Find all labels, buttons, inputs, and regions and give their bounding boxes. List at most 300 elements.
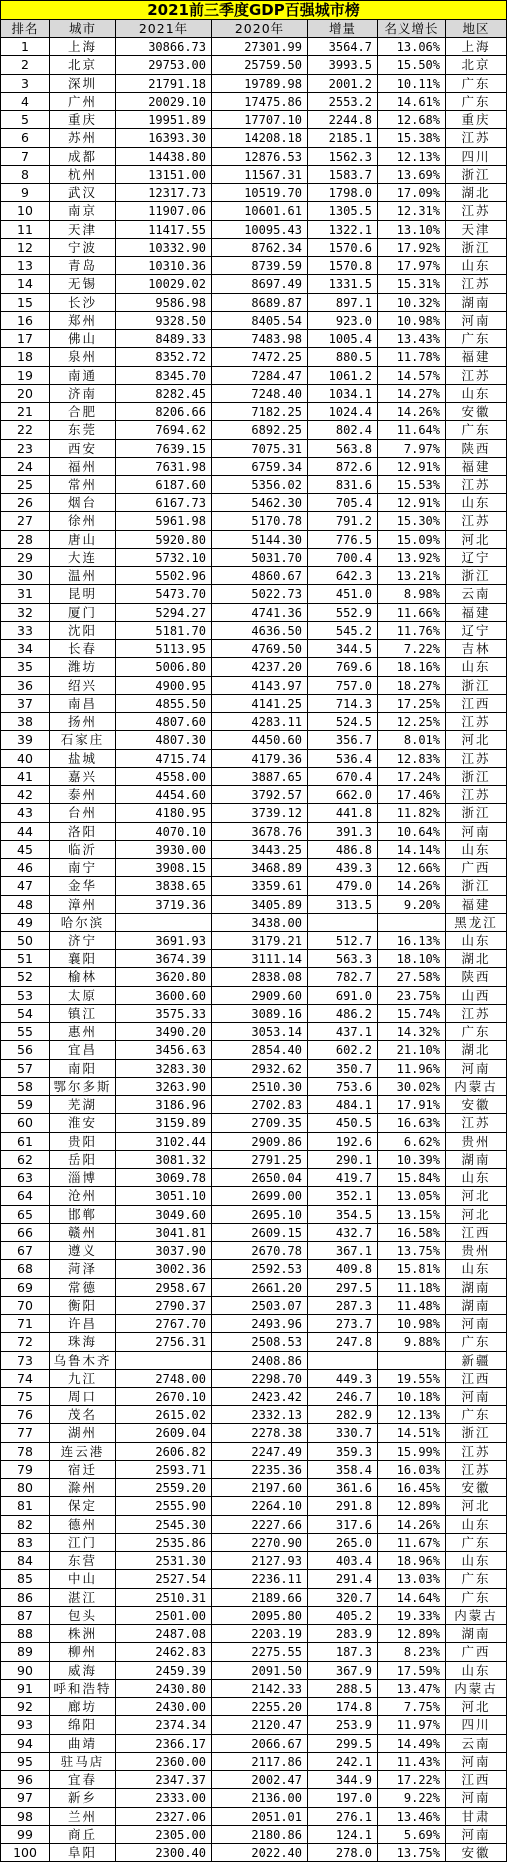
gdp-2021-cell[interactable]: 3674.39 — [116, 950, 212, 968]
gdp-2021-cell[interactable]: 2545.30 — [116, 1516, 212, 1534]
gdp-2021-cell[interactable]: 5294.27 — [116, 604, 212, 622]
gdp-2021-cell[interactable]: 16393.30 — [116, 129, 212, 147]
growth-cell[interactable]: 17.59% — [378, 1662, 446, 1680]
gdp-2021-cell[interactable]: 4855.50 — [116, 695, 212, 713]
city-cell[interactable]: 镇江 — [50, 1005, 116, 1023]
gdp-2021-cell[interactable] — [116, 1352, 212, 1370]
increase-cell[interactable]: 714.3 — [308, 695, 378, 713]
growth-cell[interactable]: 8.23% — [378, 1643, 446, 1661]
rank-cell[interactable]: 51 — [0, 950, 50, 968]
growth-cell[interactable] — [378, 914, 446, 932]
increase-cell[interactable]: 1034.1 — [308, 385, 378, 403]
gdp-2021-cell[interactable]: 2305.00 — [116, 1826, 212, 1844]
rank-cell[interactable]: 3 — [0, 75, 50, 93]
gdp-2020-cell[interactable]: 2508.53 — [212, 1333, 308, 1351]
gdp-2020-cell[interactable]: 6759.34 — [212, 458, 308, 476]
gdp-2021-cell[interactable]: 2366.17 — [116, 1735, 212, 1753]
city-cell[interactable]: 保定 — [50, 1497, 116, 1515]
increase-cell[interactable]: 354.5 — [308, 1206, 378, 1224]
increase-cell[interactable]: 187.3 — [308, 1643, 378, 1661]
city-cell[interactable]: 沈阳 — [50, 622, 116, 640]
gdp-2020-cell[interactable]: 2127.93 — [212, 1552, 308, 1570]
region-cell[interactable]: 江苏 — [446, 713, 507, 731]
gdp-2020-cell[interactable]: 3678.76 — [212, 823, 308, 841]
gdp-2021-cell[interactable]: 3930.00 — [116, 841, 212, 859]
city-cell[interactable]: 曲靖 — [50, 1735, 116, 1753]
city-cell[interactable]: 温州 — [50, 567, 116, 585]
growth-cell[interactable]: 18.96% — [378, 1552, 446, 1570]
city-cell[interactable]: 许昌 — [50, 1315, 116, 1333]
region-cell[interactable]: 广东 — [446, 1023, 507, 1041]
increase-cell[interactable]: 278.0 — [308, 1844, 378, 1862]
gdp-2021-cell[interactable]: 4070.10 — [116, 823, 212, 841]
city-cell[interactable]: 徐州 — [50, 512, 116, 530]
gdp-2020-cell[interactable]: 7182.25 — [212, 403, 308, 421]
region-cell[interactable]: 江苏 — [446, 750, 507, 768]
growth-cell[interactable]: 9.22% — [378, 1789, 446, 1807]
region-cell[interactable]: 河南 — [446, 1789, 507, 1807]
gdp-2021-cell[interactable]: 2593.71 — [116, 1461, 212, 1479]
increase-cell[interactable]: 297.5 — [308, 1279, 378, 1297]
growth-cell[interactable]: 14.26% — [378, 403, 446, 421]
city-cell[interactable]: 赣州 — [50, 1224, 116, 1242]
growth-cell[interactable]: 15.50% — [378, 56, 446, 74]
rank-cell[interactable]: 4 — [0, 93, 50, 111]
growth-cell[interactable]: 10.32% — [378, 294, 446, 312]
region-cell[interactable]: 黑龙江 — [446, 914, 507, 932]
city-cell[interactable]: 厦门 — [50, 604, 116, 622]
city-cell[interactable]: 淮安 — [50, 1114, 116, 1132]
city-cell[interactable]: 郑州 — [50, 312, 116, 330]
city-cell[interactable]: 湛江 — [50, 1589, 116, 1607]
city-cell[interactable]: 绍兴 — [50, 677, 116, 695]
growth-cell[interactable]: 14.26% — [378, 1516, 446, 1534]
region-cell[interactable]: 江苏 — [446, 786, 507, 804]
region-cell[interactable]: 贵州 — [446, 1133, 507, 1151]
gdp-2021-cell[interactable]: 14438.80 — [116, 148, 212, 166]
region-cell[interactable]: 新疆 — [446, 1352, 507, 1370]
gdp-2021-cell[interactable]: 3691.93 — [116, 932, 212, 950]
gdp-2021-cell[interactable]: 4715.74 — [116, 750, 212, 768]
growth-cell[interactable]: 10.98% — [378, 312, 446, 330]
gdp-2021-cell[interactable]: 9586.98 — [116, 294, 212, 312]
increase-cell[interactable]: 524.5 — [308, 713, 378, 731]
gdp-2020-cell[interactable]: 2051.01 — [212, 1808, 308, 1826]
rank-cell[interactable]: 68 — [0, 1260, 50, 1278]
growth-cell[interactable]: 16.13% — [378, 932, 446, 950]
gdp-2020-cell[interactable]: 2699.00 — [212, 1187, 308, 1205]
increase-cell[interactable]: 1562.3 — [308, 148, 378, 166]
increase-cell[interactable]: 670.4 — [308, 768, 378, 786]
gdp-2020-cell[interactable]: 2408.86 — [212, 1352, 308, 1370]
gdp-2020-cell[interactable]: 3792.57 — [212, 786, 308, 804]
gdp-2021-cell[interactable]: 2615.02 — [116, 1406, 212, 1424]
city-cell[interactable]: 常州 — [50, 476, 116, 494]
rank-cell[interactable]: 50 — [0, 932, 50, 950]
region-cell[interactable]: 安徽 — [446, 1479, 507, 1497]
growth-cell[interactable]: 12.25% — [378, 713, 446, 731]
region-cell[interactable]: 甘肃 — [446, 1808, 507, 1826]
growth-cell[interactable]: 12.83% — [378, 750, 446, 768]
growth-cell[interactable]: 13.15% — [378, 1206, 446, 1224]
gdp-2021-cell[interactable] — [116, 914, 212, 932]
growth-cell[interactable]: 21.10% — [378, 1041, 446, 1059]
increase-cell[interactable]: 409.8 — [308, 1260, 378, 1278]
rank-cell[interactable]: 58 — [0, 1078, 50, 1096]
city-cell[interactable]: 南京 — [50, 202, 116, 220]
gdp-2020-cell[interactable]: 2255.20 — [212, 1698, 308, 1716]
growth-cell[interactable]: 11.18% — [378, 1279, 446, 1297]
rank-cell[interactable]: 59 — [0, 1096, 50, 1114]
rank-cell[interactable]: 22 — [0, 421, 50, 439]
rank-cell[interactable]: 86 — [0, 1589, 50, 1607]
growth-cell[interactable]: 19.55% — [378, 1370, 446, 1388]
gdp-2020-cell[interactable]: 3438.00 — [212, 914, 308, 932]
city-cell[interactable]: 江门 — [50, 1534, 116, 1552]
gdp-2020-cell[interactable]: 2702.83 — [212, 1096, 308, 1114]
region-cell[interactable]: 云南 — [446, 1735, 507, 1753]
city-cell[interactable]: 襄阳 — [50, 950, 116, 968]
gdp-2020-cell[interactable]: 5170.78 — [212, 512, 308, 530]
region-cell[interactable]: 福建 — [446, 604, 507, 622]
gdp-2020-cell[interactable]: 4860.67 — [212, 567, 308, 585]
gdp-2021-cell[interactable]: 8206.66 — [116, 403, 212, 421]
increase-cell[interactable]: 563.8 — [308, 440, 378, 458]
city-cell[interactable]: 东莞 — [50, 421, 116, 439]
growth-cell[interactable]: 12.89% — [378, 1497, 446, 1515]
growth-cell[interactable]: 15.81% — [378, 1260, 446, 1278]
region-cell[interactable]: 湖北 — [446, 1041, 507, 1059]
gdp-2020-cell[interactable]: 3359.61 — [212, 877, 308, 895]
city-cell[interactable]: 贵阳 — [50, 1133, 116, 1151]
region-cell[interactable]: 辽宁 — [446, 622, 507, 640]
region-cell[interactable]: 河南 — [446, 1060, 507, 1078]
rank-cell[interactable]: 48 — [0, 896, 50, 914]
city-cell[interactable]: 金华 — [50, 877, 116, 895]
city-cell[interactable]: 呼和浩特 — [50, 1680, 116, 1698]
growth-cell[interactable]: 13.05% — [378, 1187, 446, 1205]
gdp-2020-cell[interactable]: 6892.25 — [212, 421, 308, 439]
growth-cell[interactable]: 18.16% — [378, 658, 446, 676]
increase-cell[interactable]: 642.3 — [308, 567, 378, 585]
city-cell[interactable]: 台州 — [50, 804, 116, 822]
growth-cell[interactable]: 13.92% — [378, 549, 446, 567]
region-cell[interactable]: 福建 — [446, 896, 507, 914]
region-cell[interactable]: 浙江 — [446, 239, 507, 257]
city-cell[interactable]: 株洲 — [50, 1625, 116, 1643]
city-cell[interactable]: 中山 — [50, 1570, 116, 1588]
region-cell[interactable]: 江苏 — [446, 512, 507, 530]
rank-cell[interactable]: 72 — [0, 1333, 50, 1351]
region-cell[interactable]: 山东 — [446, 494, 507, 512]
region-cell[interactable]: 江苏 — [446, 202, 507, 220]
gdp-2021-cell[interactable]: 4180.95 — [116, 804, 212, 822]
gdp-2021-cell[interactable]: 3069.78 — [116, 1169, 212, 1187]
gdp-2021-cell[interactable]: 3283.30 — [116, 1060, 212, 1078]
increase-cell[interactable]: 405.2 — [308, 1607, 378, 1625]
gdp-2021-cell[interactable]: 3186.96 — [116, 1096, 212, 1114]
region-cell[interactable]: 河北 — [446, 1698, 507, 1716]
growth-cell[interactable]: 15.84% — [378, 1169, 446, 1187]
growth-cell[interactable]: 7.22% — [378, 640, 446, 658]
gdp-2020-cell[interactable]: 5356.02 — [212, 476, 308, 494]
region-cell[interactable]: 天津 — [446, 221, 507, 239]
region-cell[interactable]: 江苏 — [446, 1461, 507, 1479]
gdp-2020-cell[interactable]: 7075.31 — [212, 440, 308, 458]
rank-cell[interactable]: 10 — [0, 202, 50, 220]
gdp-2020-cell[interactable]: 2609.15 — [212, 1224, 308, 1242]
region-cell[interactable]: 浙江 — [446, 677, 507, 695]
growth-cell[interactable]: 17.22% — [378, 1771, 446, 1789]
rank-cell[interactable]: 57 — [0, 1060, 50, 1078]
growth-cell[interactable]: 14.49% — [378, 1735, 446, 1753]
rank-cell[interactable]: 80 — [0, 1479, 50, 1497]
city-cell[interactable]: 常德 — [50, 1279, 116, 1297]
growth-cell[interactable]: 13.06% — [378, 38, 446, 56]
rank-cell[interactable]: 19 — [0, 367, 50, 385]
increase-cell[interactable]: 288.5 — [308, 1680, 378, 1698]
gdp-2020-cell[interactable]: 2791.25 — [212, 1151, 308, 1169]
region-cell[interactable]: 内蒙古 — [446, 1078, 507, 1096]
increase-cell[interactable]: 253.9 — [308, 1716, 378, 1734]
gdp-2021-cell[interactable]: 29753.00 — [116, 56, 212, 74]
region-cell[interactable]: 广东 — [446, 1570, 507, 1588]
gdp-2021-cell[interactable]: 2790.37 — [116, 1297, 212, 1315]
gdp-2020-cell[interactable]: 10095.43 — [212, 221, 308, 239]
rank-cell[interactable]: 71 — [0, 1315, 50, 1333]
gdp-2021-cell[interactable]: 2347.37 — [116, 1771, 212, 1789]
increase-cell[interactable]: 247.8 — [308, 1333, 378, 1351]
increase-cell[interactable]: 197.0 — [308, 1789, 378, 1807]
city-cell[interactable]: 太原 — [50, 987, 116, 1005]
city-cell[interactable]: 苏州 — [50, 129, 116, 147]
gdp-2021-cell[interactable]: 5181.70 — [116, 622, 212, 640]
region-cell[interactable]: 河北 — [446, 1497, 507, 1515]
rank-cell[interactable]: 85 — [0, 1570, 50, 1588]
city-cell[interactable]: 衡阳 — [50, 1297, 116, 1315]
increase-cell[interactable]: 3993.5 — [308, 56, 378, 74]
header-growth[interactable]: 名义增长 — [378, 20, 446, 38]
gdp-2021-cell[interactable]: 5113.95 — [116, 640, 212, 658]
gdp-2021-cell[interactable]: 20029.10 — [116, 93, 212, 111]
city-cell[interactable]: 鄂尔多斯 — [50, 1078, 116, 1096]
gdp-2020-cell[interactable]: 4141.25 — [212, 695, 308, 713]
gdp-2020-cell[interactable]: 4769.50 — [212, 640, 308, 658]
gdp-2020-cell[interactable]: 2247.49 — [212, 1443, 308, 1461]
increase-cell[interactable]: 441.8 — [308, 804, 378, 822]
gdp-2021-cell[interactable]: 6187.60 — [116, 476, 212, 494]
gdp-2020-cell[interactable]: 2066.67 — [212, 1735, 308, 1753]
rank-cell[interactable]: 97 — [0, 1789, 50, 1807]
growth-cell[interactable]: 12.13% — [378, 1406, 446, 1424]
city-cell[interactable]: 邯郸 — [50, 1206, 116, 1224]
rank-cell[interactable]: 91 — [0, 1680, 50, 1698]
region-cell[interactable]: 浙江 — [446, 804, 507, 822]
increase-cell[interactable]: 451.0 — [308, 585, 378, 603]
gdp-2020-cell[interactable]: 10601.61 — [212, 202, 308, 220]
gdp-2020-cell[interactable]: 19789.98 — [212, 75, 308, 93]
increase-cell[interactable]: 484.1 — [308, 1096, 378, 1114]
growth-cell[interactable]: 8.98% — [378, 585, 446, 603]
gdp-2020-cell[interactable]: 5462.30 — [212, 494, 308, 512]
gdp-2020-cell[interactable]: 2709.35 — [212, 1114, 308, 1132]
growth-cell[interactable]: 14.57% — [378, 367, 446, 385]
city-cell[interactable]: 包头 — [50, 1607, 116, 1625]
gdp-2021-cell[interactable]: 3600.60 — [116, 987, 212, 1005]
gdp-2020-cell[interactable]: 2197.60 — [212, 1479, 308, 1497]
growth-cell[interactable]: 12.66% — [378, 859, 446, 877]
gdp-2020-cell[interactable]: 4283.11 — [212, 713, 308, 731]
city-cell[interactable]: 遵义 — [50, 1242, 116, 1260]
increase-cell[interactable]: 367.1 — [308, 1242, 378, 1260]
growth-cell[interactable]: 12.13% — [378, 148, 446, 166]
gdp-2020-cell[interactable]: 2227.66 — [212, 1516, 308, 1534]
gdp-2020-cell[interactable]: 2022.40 — [212, 1844, 308, 1862]
gdp-2021-cell[interactable]: 2300.40 — [116, 1844, 212, 1862]
growth-cell[interactable]: 15.30% — [378, 512, 446, 530]
gdp-2020-cell[interactable]: 2180.86 — [212, 1826, 308, 1844]
rank-cell[interactable]: 83 — [0, 1534, 50, 1552]
region-cell[interactable]: 广东 — [446, 1534, 507, 1552]
growth-cell[interactable]: 11.97% — [378, 1716, 446, 1734]
city-cell[interactable]: 长沙 — [50, 294, 116, 312]
region-cell[interactable]: 湖南 — [446, 1297, 507, 1315]
city-cell[interactable]: 宁波 — [50, 239, 116, 257]
rank-cell[interactable]: 73 — [0, 1352, 50, 1370]
growth-cell[interactable]: 10.39% — [378, 1151, 446, 1169]
gdp-2020-cell[interactable]: 3111.14 — [212, 950, 308, 968]
gdp-2020-cell[interactable]: 14208.18 — [212, 129, 308, 147]
region-cell[interactable]: 浙江 — [446, 877, 507, 895]
region-cell[interactable]: 河南 — [446, 1826, 507, 1844]
rank-cell[interactable]: 30 — [0, 567, 50, 585]
gdp-2021-cell[interactable]: 2748.00 — [116, 1370, 212, 1388]
region-cell[interactable]: 山东 — [446, 1169, 507, 1187]
increase-cell[interactable]: 705.4 — [308, 494, 378, 512]
growth-cell[interactable]: 15.38% — [378, 129, 446, 147]
region-cell[interactable]: 山东 — [446, 385, 507, 403]
city-cell[interactable]: 青岛 — [50, 257, 116, 275]
gdp-2020-cell[interactable]: 2332.13 — [212, 1406, 308, 1424]
city-cell[interactable]: 哈尔滨 — [50, 914, 116, 932]
increase-cell[interactable]: 1570.6 — [308, 239, 378, 257]
growth-cell[interactable]: 17.09% — [378, 184, 446, 202]
city-cell[interactable]: 珠海 — [50, 1333, 116, 1351]
rank-cell[interactable]: 61 — [0, 1133, 50, 1151]
gdp-2020-cell[interactable]: 4179.36 — [212, 750, 308, 768]
gdp-2020-cell[interactable]: 2592.53 — [212, 1260, 308, 1278]
rank-cell[interactable]: 14 — [0, 275, 50, 293]
increase-cell[interactable]: 449.3 — [308, 1370, 378, 1388]
increase-cell[interactable]: 662.0 — [308, 786, 378, 804]
increase-cell[interactable]: 174.8 — [308, 1698, 378, 1716]
increase-cell[interactable]: 283.9 — [308, 1625, 378, 1643]
gdp-2020-cell[interactable]: 4237.20 — [212, 658, 308, 676]
increase-cell[interactable]: 352.1 — [308, 1187, 378, 1205]
rank-cell[interactable]: 18 — [0, 348, 50, 366]
gdp-2020-cell[interactable]: 3739.12 — [212, 804, 308, 822]
gdp-2021-cell[interactable]: 10332.90 — [116, 239, 212, 257]
gdp-2020-cell[interactable]: 2298.70 — [212, 1370, 308, 1388]
increase-cell[interactable]: 287.3 — [308, 1297, 378, 1315]
rank-cell[interactable]: 82 — [0, 1516, 50, 1534]
gdp-2021-cell[interactable]: 2360.00 — [116, 1753, 212, 1771]
rank-cell[interactable]: 92 — [0, 1698, 50, 1716]
city-cell[interactable]: 周口 — [50, 1388, 116, 1406]
city-cell[interactable]: 广州 — [50, 93, 116, 111]
city-cell[interactable]: 福州 — [50, 458, 116, 476]
increase-cell[interactable]: 776.5 — [308, 531, 378, 549]
gdp-2021-cell[interactable]: 11907.06 — [116, 202, 212, 220]
increase-cell[interactable]: 361.6 — [308, 1479, 378, 1497]
city-cell[interactable]: 宜昌 — [50, 1041, 116, 1059]
region-cell[interactable]: 浙江 — [446, 567, 507, 585]
growth-cell[interactable]: 15.99% — [378, 1443, 446, 1461]
gdp-2020-cell[interactable]: 2838.08 — [212, 968, 308, 986]
region-cell[interactable]: 北京 — [446, 56, 507, 74]
gdp-2020-cell[interactable]: 27301.99 — [212, 38, 308, 56]
rank-cell[interactable]: 34 — [0, 640, 50, 658]
rank-cell[interactable]: 49 — [0, 914, 50, 932]
gdp-2020-cell[interactable]: 2117.86 — [212, 1753, 308, 1771]
city-cell[interactable]: 昆明 — [50, 585, 116, 603]
gdp-2021-cell[interactable]: 4900.95 — [116, 677, 212, 695]
gdp-2021-cell[interactable]: 2555.90 — [116, 1497, 212, 1515]
increase-cell[interactable]: 479.0 — [308, 877, 378, 895]
growth-cell[interactable]: 15.53% — [378, 476, 446, 494]
gdp-2020-cell[interactable]: 8697.49 — [212, 275, 308, 293]
gdp-2021-cell[interactable]: 2767.70 — [116, 1315, 212, 1333]
rank-cell[interactable]: 95 — [0, 1753, 50, 1771]
gdp-2020-cell[interactable]: 7472.25 — [212, 348, 308, 366]
city-cell[interactable]: 茂名 — [50, 1406, 116, 1424]
rank-cell[interactable]: 29 — [0, 549, 50, 567]
gdp-2020-cell[interactable]: 8762.34 — [212, 239, 308, 257]
region-cell[interactable]: 江西 — [446, 1224, 507, 1242]
region-cell[interactable]: 福建 — [446, 348, 507, 366]
increase-cell[interactable]: 1583.7 — [308, 166, 378, 184]
region-cell[interactable]: 四川 — [446, 148, 507, 166]
region-cell[interactable]: 河南 — [446, 312, 507, 330]
rank-cell[interactable]: 47 — [0, 877, 50, 895]
gdp-2021-cell[interactable]: 3908.15 — [116, 859, 212, 877]
rank-cell[interactable]: 70 — [0, 1297, 50, 1315]
rank-cell[interactable]: 79 — [0, 1461, 50, 1479]
growth-cell[interactable]: 13.43% — [378, 330, 446, 348]
gdp-2021-cell[interactable]: 6167.73 — [116, 494, 212, 512]
region-cell[interactable]: 内蒙古 — [446, 1680, 507, 1698]
rank-cell[interactable]: 60 — [0, 1114, 50, 1132]
region-cell[interactable]: 广东 — [446, 1333, 507, 1351]
increase-cell[interactable]: 246.7 — [308, 1388, 378, 1406]
increase-cell[interactable]: 344.5 — [308, 640, 378, 658]
rank-cell[interactable]: 76 — [0, 1406, 50, 1424]
region-cell[interactable]: 广东 — [446, 75, 507, 93]
gdp-2021-cell[interactable]: 30866.73 — [116, 38, 212, 56]
region-cell[interactable]: 重庆 — [446, 111, 507, 129]
region-cell[interactable]: 山西 — [446, 987, 507, 1005]
region-cell[interactable]: 广东 — [446, 1589, 507, 1607]
growth-cell[interactable]: 13.75% — [378, 1242, 446, 1260]
rank-cell[interactable]: 33 — [0, 622, 50, 640]
region-cell[interactable]: 河南 — [446, 1753, 507, 1771]
city-cell[interactable]: 岳阳 — [50, 1151, 116, 1169]
rank-cell[interactable]: 67 — [0, 1242, 50, 1260]
increase-cell[interactable]: 791.2 — [308, 512, 378, 530]
gdp-2020-cell[interactable]: 2002.47 — [212, 1771, 308, 1789]
rank-cell[interactable]: 78 — [0, 1443, 50, 1461]
gdp-2021-cell[interactable]: 3041.81 — [116, 1224, 212, 1242]
